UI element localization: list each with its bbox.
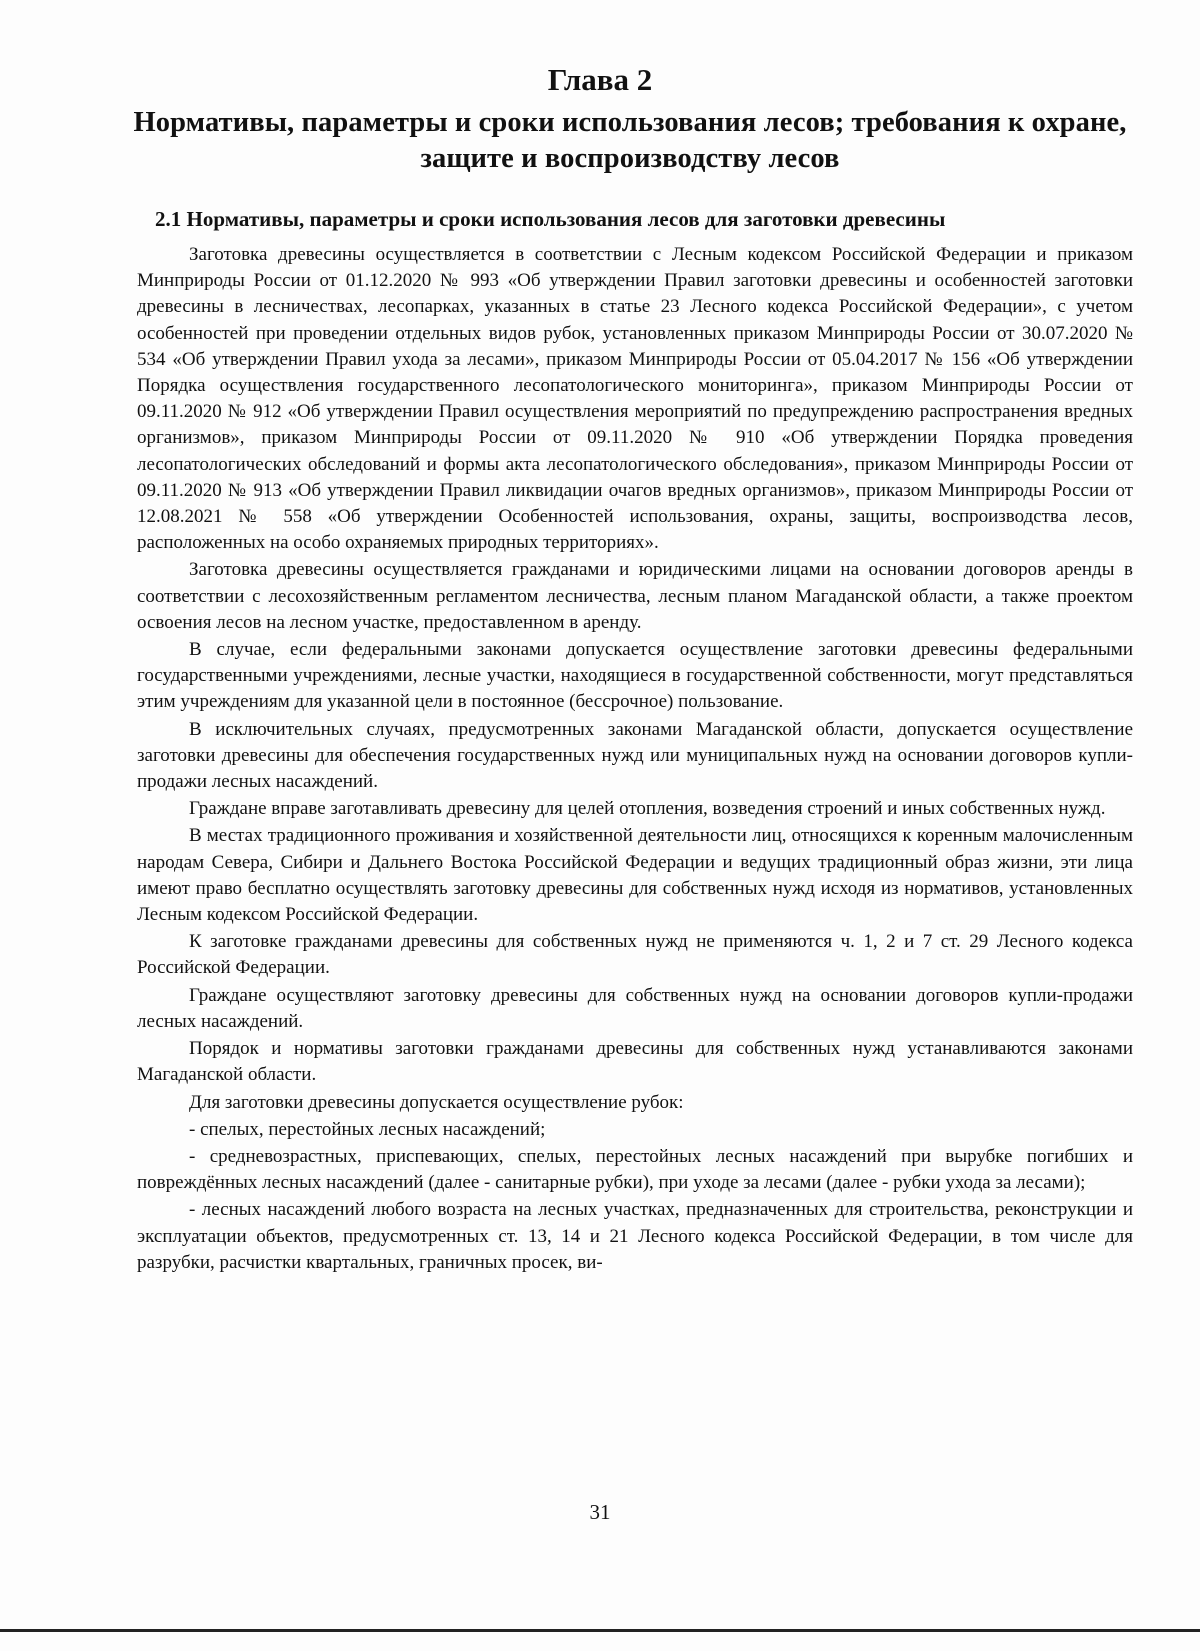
- chapter-number: Глава 2: [547, 62, 653, 97]
- paragraph: Заготовка древесины осуществляется в соответствии с Лесным кодексом Российской Федерации и приказом Минприроды России от 01.12.2020 № 993 «Об утверждении Правил заготовки древесины и особенностей заготовки древесины в лесничествах, лесопарках, указанных в статье 23 Лесного кодекса Российской Федерации», с учетом особенностей при проведении отдельных видов рубок, установленных приказом Минприроды России от 30.07.2020 № 534 «Об утверждении Правил ухода за лесами», приказом Минприроды России от 05.04.2017 № 156 «Об утверждении Порядка осуществления государственного лесопатологического мониторинга», приказом Минприроды России от 09.11.2020 № 912 «Об утверждении Правил осуществления мероприятий по предупреждению распространения вредных организмов», приказом Минприроды России от 09.11.2020 № 910 «Об утверждении Порядка проведения лесопатологических обследований и формы акта лесопатологического обследования», приказом Минприроды России от 09.11.2020 № 913 «Об утверждении Правил ликвидации очагов вредных организмов», приказом Минприроды России от 12.08.2021 № 558 «Об утверждении Особенностей использования, охраны, защиты, воспроизводства лесов, расположенных на особо охраняемых природных территориях».: [137, 244, 1133, 554]
- paragraph: Заготовка древесины осуществляется гражданами и юридическими лицами на основании договоров аренды в соответствии с лесохозяйственным регламентом лесничества, лесным планом Магаданской области, а также проектом освоения лесов на лесном участке, предоставленном в аренду.: [137, 559, 1133, 633]
- paragraph: В случае, если федеральными законами допускается осуществление заготовки древесины федеральными государственными учреждениями, лесные участки, находящиеся в государственной собственности, могут представляться этим учреждениям для указанной цели в постоянное (бессрочное) пользование.: [137, 639, 1133, 713]
- list-item: - средневозрастных, приспевающих, спелых, перестойных лесных насаждений при вырубке погибших и повреждённых лесных насаждений (далее - санитарные рубки), при уходе за лесами (далее - рубки ухода за лесами);: [137, 1145, 1133, 1194]
- bottom-rule: [0, 1629, 1200, 1632]
- section-title: 2.1 Нормативы, параметры и сроки использования лесов для заготовки древесины: [155, 207, 946, 231]
- page-number: 31: [589, 1500, 611, 1524]
- paragraph: Граждане осуществляют заготовку древесины для собственных нужд на основании договоров купли-продажи лесных насаждений.: [137, 984, 1133, 1032]
- paragraph: К заготовке гражданами древесины для собственных нужд не применяются ч. 1, 2 и 7 ст. 29 Лесного кодекса Российской Федерации.: [137, 931, 1133, 979]
- paragraph: В исключительных случаях, предусмотренных законами Магаданской области, допускается осуществление заготовки древесины для обеспечения государственных нужд или муниципальных нужд на основании договоров купли-продажи лесных насаждений.: [137, 718, 1133, 793]
- list-item: - спелых, перестойных лесных насаждений;: [189, 1118, 546, 1140]
- list-item: - лесных насаждений любого возраста на лесных участках, предназначенных для строительства, реконструкции и эксплуатации объектов, предусмотренных ст. 13, 14 и 21 Лесного кодекса Российской Федерации, в том числе для разрубки, расчистки квартальных, граничных просек, ви-: [137, 1199, 1133, 1273]
- paragraph: Для заготовки древесины допускается осуществление рубок:: [189, 1091, 684, 1113]
- chapter-title: Нормативы, параметры и сроки использования лесов; требования к охране, защите и воспроизводству лесов: [133, 107, 1127, 174]
- paragraph: Порядок и нормативы заготовки гражданами древесины для собственных нужд устанавливаются законами Магаданской области.: [137, 1038, 1133, 1086]
- body-text: [137, 242, 1133, 1277]
- paragraph: Граждане вправе заготавливать древесину для целей отопления, возведения строений и иных собственных нужд.: [189, 798, 1106, 820]
- paragraph: В местах традиционного проживания и хозяйственной деятельности лиц, относящихся к коренным малочисленным народам Севера, Сибири и Дальнего Востока Российской Федерации и ведущих традиционный образ жизни, эти лица имеют право бесплатно осуществлять заготовку древесины для собственных нужд исходя из нормативов, установленных Лесным кодексом Российской Федерации.: [137, 825, 1133, 926]
